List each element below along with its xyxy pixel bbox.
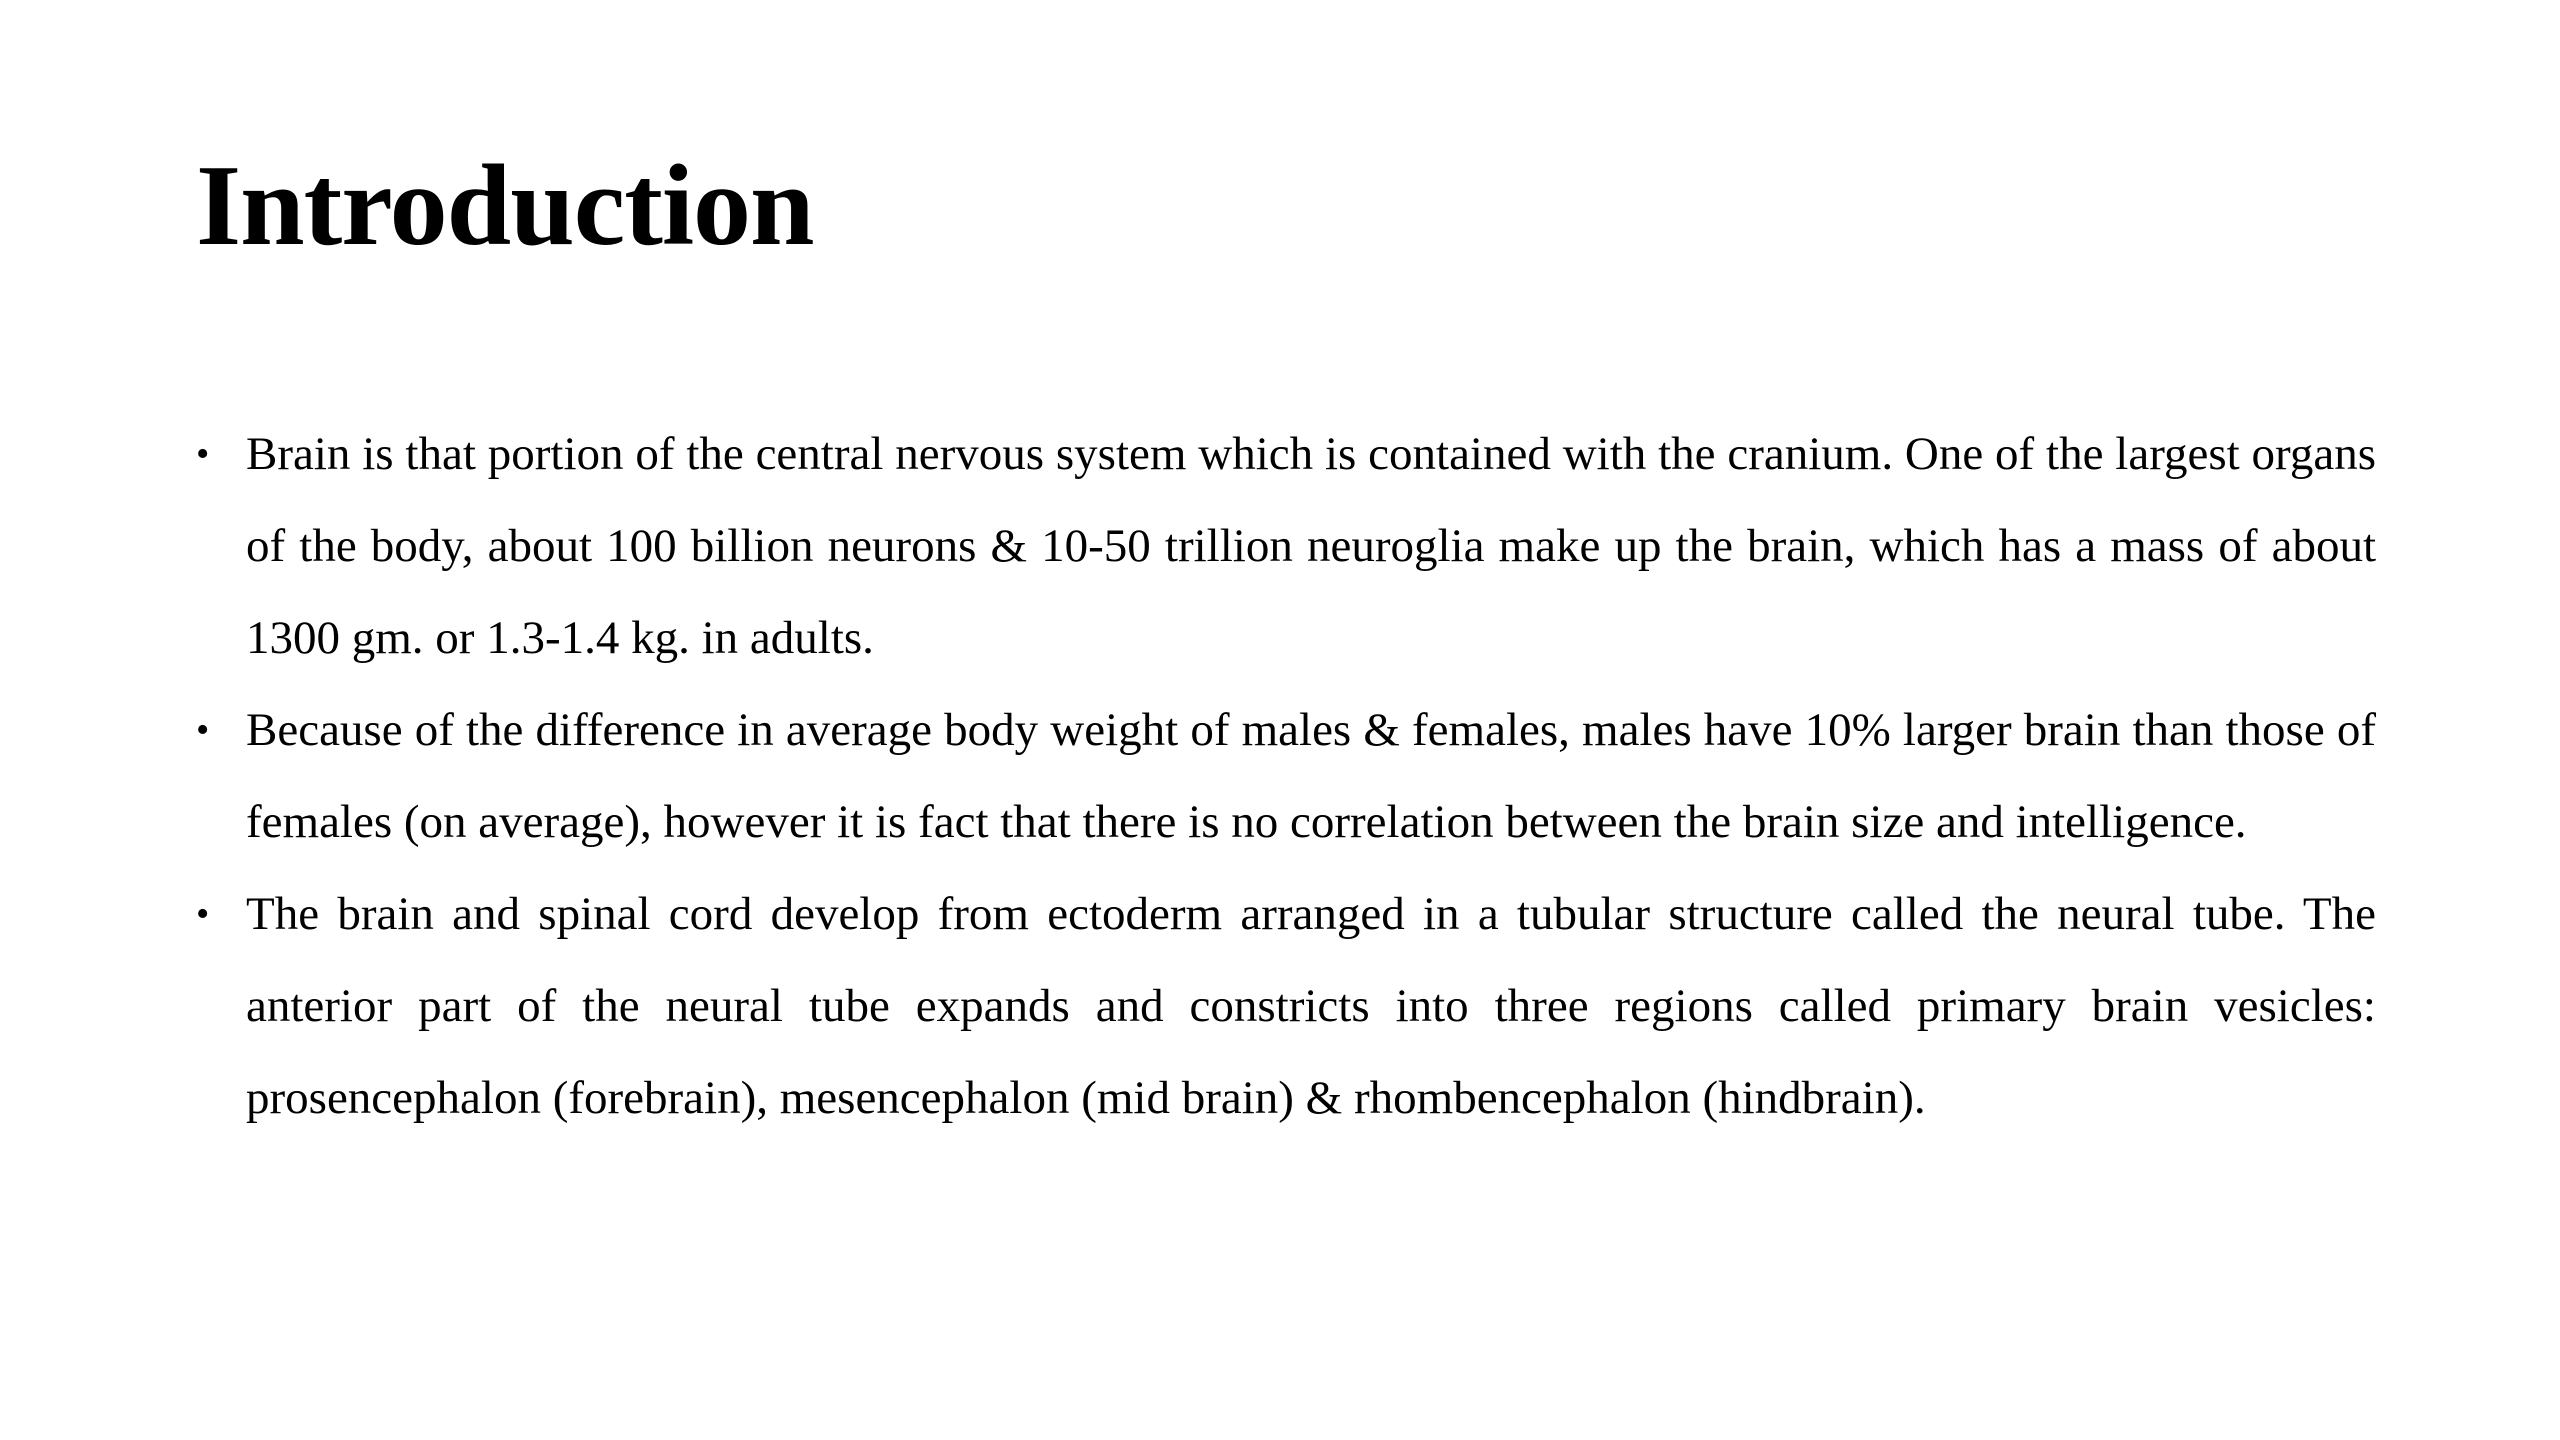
bullet-dot-icon: • — [196, 433, 210, 475]
bullet-item-brain-development — [196, 868, 2376, 1144]
bullet-dot-icon: • — [196, 709, 210, 751]
bullet-item-brain-size — [196, 684, 2376, 868]
bullet-text: Because of the difference in average body weight of males & females, males have 10% larger brain than those of females (on average), however it is fact that there is no correlation between the brain size and intelligence. — [246, 704, 2376, 848]
bullet-text: Brain is that portion of the central nervous system which is contained with the cranium. One of the largest organs of the body, about 100 billion neurons & 10-50 trillion neuroglia make up the brain, which has a mass of about 1300 gm. or 1.3-1.4 kg. in adults. — [246, 428, 2376, 664]
bullet-list — [196, 408, 2376, 1144]
slide-title: Introduction — [196, 142, 814, 270]
bullet-dot-icon: • — [196, 893, 210, 935]
bullet-text: The brain and spinal cord develop from ectoderm arranged in a tubular structure called the neural tube. The anterior part of the neural tube expands and constricts into three regions called primary brain vesicles: prosencephalon (forebrain), mesencephalon (mid brain) & rhombencephalon (hindbrain). — [246, 888, 2376, 1124]
bullet-item-brain-definition — [196, 408, 2376, 684]
